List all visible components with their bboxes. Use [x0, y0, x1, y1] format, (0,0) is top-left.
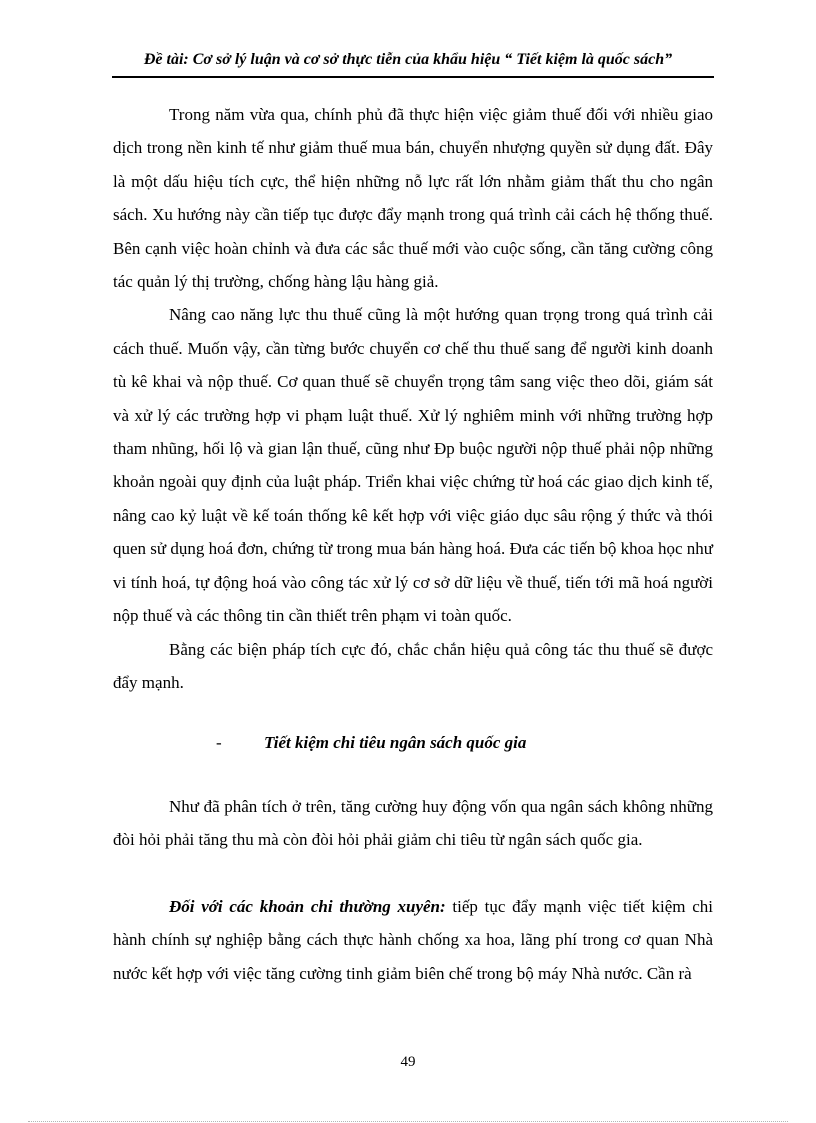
paragraph-tax-capacity: Nâng cao năng lực thu thuế cũng là một hướng quan trọng trong quá trình cải cách thuế. Muốn vậy, cần từng bước chuyển cơ chế thu thuế sang để người kinh doanh tù kê khai và nộp thuế. Cơ quan thuế sẽ chuyển trọng tâm sang việc theo dõi, giám sát và xử lý các trường hợp vi phạm luật thuế. Xử lý nghiêm minh với những trường hợp tham nhũng, hối lộ và gian lận thuế, cũng như Đp buộc người nộp thuế phải nộp những khoản ngoài quy định của luật pháp. Triển khai việc chứng từ hoá các giao dịch kinh tế, nâng cao kỷ luật về kế toán thống kê kết hợp với việc giáo dục sâu rộng ý thức và thói quen sử dụng hoá đơn, chứng từ trong mua bán hàng hoá. Đưa các tiến bộ khoa học như vi tính hoá, tự động hoá vào công tác xử lý cơ sở dữ liệu về thuế, tiến tới mã hoá người nộp thuế và các thông tin cần thiết trên phạm vi toàn quốc.	[113, 305, 713, 626]
document-header-title: Đề tài: Cơ sở lý luận và cơ sở thực tiễn của khẩu hiệu “ Tiết kiệm là quốc sách”	[143, 51, 673, 68]
section-intro	[113, 790, 713, 857]
header-divider	[112, 76, 714, 78]
recurring-lead: Đối với các khoản chi thường xuyên:	[169, 897, 446, 916]
section-heading-text: Tiết kiệm chi tiêu ngân sách quốc gia	[264, 733, 527, 752]
paragraph-recurring-expenses	[113, 890, 713, 990]
body-text	[113, 98, 713, 699]
section-heading	[216, 728, 526, 758]
page-bottom-divider	[28, 1121, 788, 1122]
recurring-text: tiếp tục đẩy mạnh việc tiết kiệm chi hành chính sự nghiệp bằng cách thực hành chống xa hoa, lãng phí trong cơ quan Nhà nước kết hợp với việc tăng cường tinh giảm biên chế trong bộ máy Nhà nước. Cần rà	[113, 897, 713, 983]
paragraph-tax-reduction: Trong năm vừa qua, chính phủ đã thực hiện việc giảm thuế đối với nhiều giao dịch trong nền kinh tế như giảm thuế mua bán, chuyển nhượng quyền sử dụng đất. Đây là một dấu hiệu tích cực, thể hiện những nỗ lực rất lớn nhằm giảm thất thu cho ngân sách. Xu hướng này cần tiếp tục được đẩy mạnh trong quá trình cải cách hệ thống thuế. Bên cạnh việc hoàn chỉnh và đưa các sắc thuế mới vào cuộc sống, cần tăng cường công tác quản lý thị trường, chống hàng lậu hàng giả.	[113, 105, 713, 292]
paragraph-tax-conclusion: Bằng các biện pháp tích cực đó, chắc chắn hiệu quả công tác thu thuế sẽ được đẩy mạnh.	[113, 639, 713, 692]
paragraph-budget-spending: Như đã phân tích ở trên, tăng cường huy động vốn qua ngân sách không những đòi hỏi phải tăng thu mà còn đòi hỏi phải giảm chi tiêu từ ngân sách quốc gia.	[113, 797, 713, 850]
section-recurring	[113, 890, 713, 990]
page-number: 49	[400, 1054, 416, 1070]
section-bullet: -	[216, 733, 222, 752]
